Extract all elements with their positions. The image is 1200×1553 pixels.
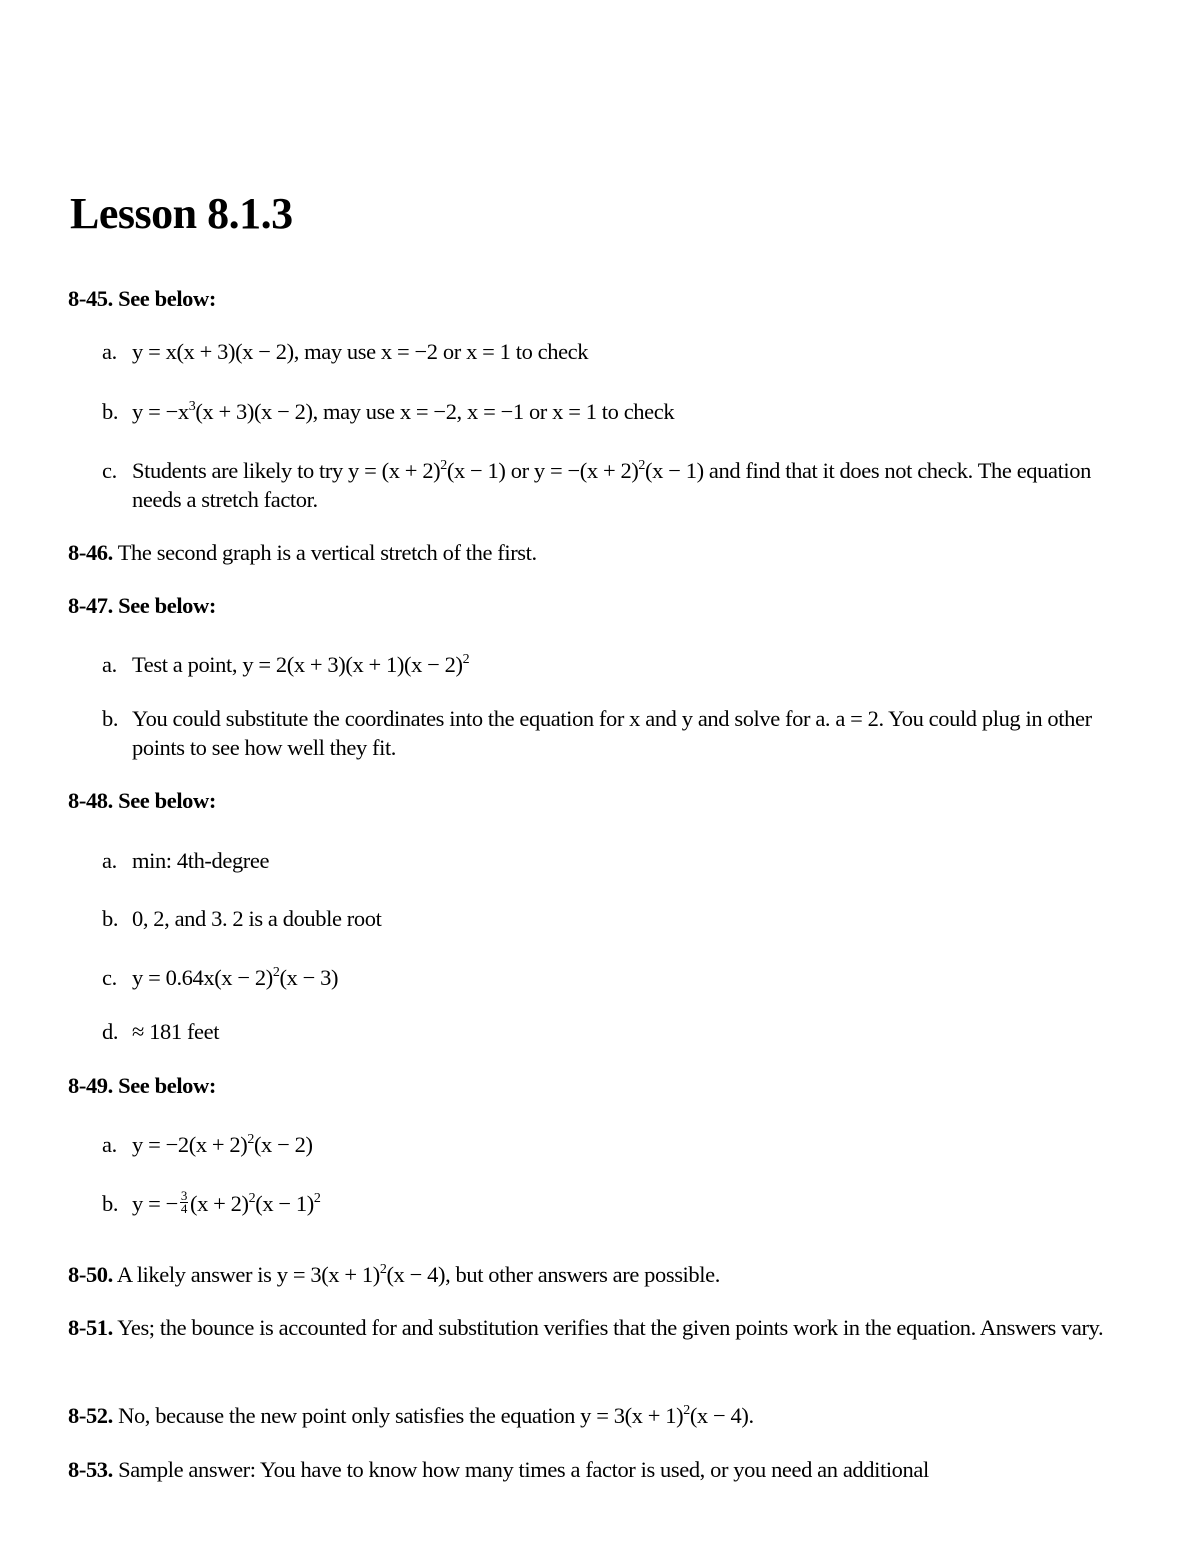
problem-number: 8-51. (68, 1315, 113, 1340)
problem-text: The second graph is a vertical stretch of the first. (117, 540, 537, 565)
problem-8-49-heading (68, 1071, 1140, 1100)
item-text: 0, 2, and 3. 2 is a double root (132, 906, 382, 931)
item-text: $y = -2(x + 2)^2(x - 2)$ (132, 1131, 313, 1157)
item-label: d. (102, 1019, 119, 1044)
answer-8-49-a (102, 1130, 1140, 1159)
answer-8-45-a (102, 337, 1140, 366)
page-title: Lesson 8.1.3 (70, 189, 293, 238)
problem-8-47-heading (68, 591, 1140, 620)
answer-8-45-c (102, 456, 1140, 514)
item-text: min: 4th-degree (132, 848, 270, 873)
problem-text: Yes; the bounce is accounted for and substitution verifies that the given points work in the equation. Answers vary. (117, 1315, 1104, 1340)
answer-8-48-a (102, 846, 1140, 875)
answer-8-48-d (102, 1017, 1140, 1046)
problem-number: 8-47. (68, 593, 113, 618)
item-text: y = − $\frac{3}{4}$ $(x + 2)^2(x - 1)^2$ (132, 1188, 321, 1217)
item-label: b. (102, 906, 119, 931)
item-label: a. (102, 1132, 117, 1157)
problem-number: 8-48. (68, 788, 113, 813)
problem-8-51 (68, 1313, 1140, 1342)
item-text: You could substitute the coordinates into the equation for x and y and solve for a. a = 2. You could plug in other points to see how well they fit. (132, 706, 1092, 760)
item-text: $y = -x^3(x + 3)(x - 2)$, may use x = −2, x = −1 or x = 1 to check (132, 398, 675, 424)
problem-heading: See below: (118, 1073, 216, 1098)
item-text: Test a point, $y = 2(x + 3)(x + 1)(x - 2)^2$ (132, 651, 470, 677)
answer-8-47-a (102, 650, 1140, 679)
problem-8-52 (68, 1401, 1140, 1430)
answer-8-48-c (102, 963, 1140, 992)
problem-number: 8-45. (68, 286, 113, 311)
fraction: $\frac{3}{4}$ (180, 1188, 187, 1217)
problem-heading: See below: (118, 593, 216, 618)
problem-heading: See below: (118, 788, 216, 813)
problem-number: 8-52. (68, 1403, 113, 1428)
problem-number: 8-49. (68, 1073, 113, 1098)
problem-text: Sample answer: You have to know how many times a factor is used, or you need an additional (118, 1457, 929, 1482)
item-text: y = x(x + 3)(x − 2), may use x = −2 or x = 1 to check (132, 339, 589, 364)
problem-text: A likely answer is $y = 3(x + 1)^2(x - 4)$, but other answers are possible. (116, 1261, 720, 1287)
item-label: c. (102, 965, 117, 990)
problem-number: 8-50. (68, 1262, 113, 1287)
answer-8-49-b (102, 1189, 1140, 1218)
item-label: b. (102, 706, 119, 731)
item-label: a. (102, 848, 117, 873)
answer-8-47-b (102, 704, 1140, 762)
problem-number: 8-46. (68, 540, 113, 565)
problem-8-53 (68, 1455, 1140, 1484)
item-label: b. (102, 1191, 119, 1216)
problem-8-45-heading (68, 284, 1140, 313)
problem-8-50 (68, 1260, 1140, 1289)
answer-8-48-b (102, 904, 1140, 933)
item-text: $y = 0.64x(x - 2)^2(x - 3)$ (132, 964, 339, 990)
item-label: a. (102, 339, 117, 364)
item-text: ≈ 181 feet (132, 1019, 220, 1044)
problem-text: No, because the new point only satisfies the equation $y = 3(x + 1)^2(x - 4)$. (118, 1402, 754, 1428)
item-label: a. (102, 652, 117, 677)
problem-number: 8-53. (68, 1457, 113, 1482)
item-label: c. (102, 458, 117, 483)
problem-8-48-heading (68, 786, 1140, 815)
item-text: Students are likely to try $y = (x + 2)^2(x - 1)$ or $y = -(x + 2)^2(x - 1)$ and find that it does not check. The equation needs a stretch factor. (132, 457, 1091, 512)
item-label: b. (102, 399, 119, 424)
problem-heading: See below: (118, 286, 216, 311)
problem-8-46 (68, 538, 1140, 567)
answer-8-45-b (102, 397, 1140, 426)
